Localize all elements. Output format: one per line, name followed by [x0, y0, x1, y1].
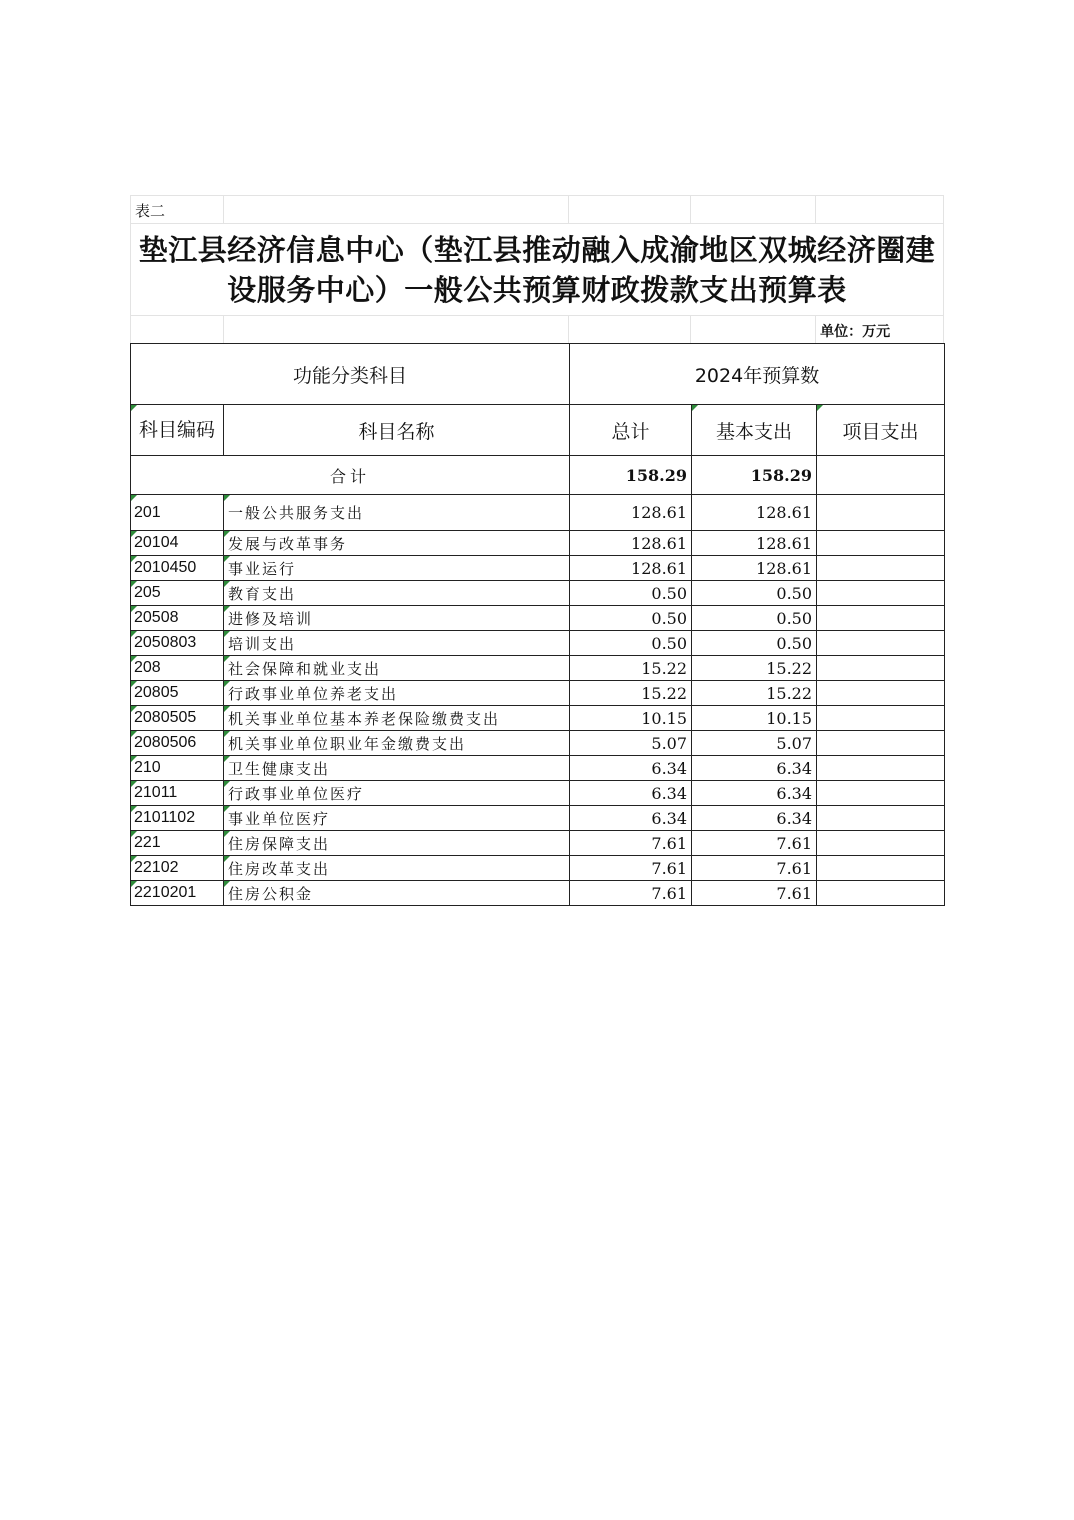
table-row [131, 706, 945, 731]
table-row [131, 656, 945, 681]
row-code: 2080506 [131, 731, 224, 756]
table-row [131, 581, 945, 606]
row-total: 15.22 [570, 656, 692, 681]
row-code: 2101102 [131, 806, 224, 831]
row-code: 205 [131, 581, 224, 606]
total-project [817, 456, 945, 495]
row-total: 5.07 [570, 731, 692, 756]
total-basic: 158.29 [692, 456, 817, 495]
row-code: 21011 [131, 781, 224, 806]
row-project [817, 495, 945, 531]
table-row [131, 731, 945, 756]
row-name: 培训支出 [224, 631, 570, 656]
row-name: 社会保障和就业支出 [224, 656, 570, 681]
row-total: 7.61 [570, 881, 692, 906]
code-header: 科目编码 [131, 405, 224, 456]
functional-category-header: 功能分类科目 [131, 344, 570, 405]
row-basic: 15.22 [692, 681, 817, 706]
row-name: 机关事业单位基本养老保险缴费支出 [224, 706, 570, 731]
row-basic: 10.15 [692, 706, 817, 731]
table-row [131, 606, 945, 631]
row-name: 住房公积金 [224, 881, 570, 906]
row-code: 2080505 [131, 706, 224, 731]
table-row [131, 556, 945, 581]
table-row [131, 495, 945, 531]
row-code: 221 [131, 831, 224, 856]
row-code: 2010450 [131, 556, 224, 581]
row-code: 22102 [131, 856, 224, 881]
header-row-1 [131, 344, 945, 405]
sheet-label: 表二 [131, 195, 224, 223]
unit-label: 单位：万元 [816, 315, 944, 343]
row-code: 20805 [131, 681, 224, 706]
row-name: 机关事业单位职业年金缴费支出 [224, 731, 570, 756]
row-total: 0.50 [570, 631, 692, 656]
row-project [817, 706, 945, 731]
table-row [131, 856, 945, 881]
row-basic: 0.50 [692, 581, 817, 606]
row-total: 0.50 [570, 581, 692, 606]
row-name: 事业运行 [224, 556, 570, 581]
row-name: 住房保障支出 [224, 831, 570, 856]
row-project [817, 856, 945, 881]
row-project [817, 831, 945, 856]
row-code: 201 [131, 495, 224, 531]
basic-header: 基本支出 [692, 405, 817, 456]
row-project [817, 631, 945, 656]
budget-table [130, 343, 945, 906]
row-total: 6.34 [570, 806, 692, 831]
row-basic: 0.50 [692, 631, 817, 656]
row-project [817, 806, 945, 831]
row-basic: 6.34 [692, 781, 817, 806]
row-basic: 7.61 [692, 881, 817, 906]
title-cell [130, 223, 944, 315]
table-row [131, 881, 945, 906]
total-label: 合计 [131, 456, 570, 495]
row-name: 事业单位医疗 [224, 806, 570, 831]
table-row [131, 831, 945, 856]
row-project [817, 656, 945, 681]
row-project [817, 556, 945, 581]
row-code: 20104 [131, 531, 224, 556]
name-header: 科目名称 [224, 405, 570, 456]
row-basic: 7.61 [692, 856, 817, 881]
row-basic: 128.61 [692, 531, 817, 556]
row-name: 进修及培训 [224, 606, 570, 631]
row-total: 7.61 [570, 831, 692, 856]
row-code: 208 [131, 656, 224, 681]
row-code: 210 [131, 756, 224, 781]
spreadsheet [130, 195, 944, 906]
row-project [817, 531, 945, 556]
table-row [131, 681, 945, 706]
row-basic: 0.50 [692, 606, 817, 631]
row-name: 住房改革支出 [224, 856, 570, 881]
row-total: 128.61 [570, 495, 692, 531]
row-project [817, 756, 945, 781]
table-row [131, 531, 945, 556]
table-row [131, 806, 945, 831]
row-code: 2050803 [131, 631, 224, 656]
row-basic: 128.61 [692, 495, 817, 531]
row-total: 128.61 [570, 556, 692, 581]
project-header: 项目支出 [817, 405, 945, 456]
row-name: 行政事业单位养老支出 [224, 681, 570, 706]
unit-row [130, 315, 944, 343]
row-basic: 6.34 [692, 806, 817, 831]
page-title: 垫江县经济信息中心（垫江县推动融入成渝地区双城经济圈建设服务中心）一般公共预算财政拨款支出预算表 [138, 232, 936, 307]
row-code: 20508 [131, 606, 224, 631]
row-name: 发展与改革事务 [224, 531, 570, 556]
label-row [130, 195, 944, 223]
row-total: 10.15 [570, 706, 692, 731]
row-name: 教育支出 [224, 581, 570, 606]
row-project [817, 731, 945, 756]
row-name: 卫生健康支出 [224, 756, 570, 781]
total-row [131, 456, 945, 495]
row-total: 15.22 [570, 681, 692, 706]
row-total: 128.61 [570, 531, 692, 556]
table-row [131, 631, 945, 656]
row-total: 6.34 [570, 781, 692, 806]
table-body [131, 495, 945, 906]
row-basic: 7.61 [692, 831, 817, 856]
header-row-2 [131, 405, 945, 456]
row-code: 2210201 [131, 881, 224, 906]
row-project [817, 781, 945, 806]
row-basic: 6.34 [692, 756, 817, 781]
total-total: 158.29 [570, 456, 692, 495]
table-row [131, 781, 945, 806]
row-project [817, 681, 945, 706]
row-basic: 15.22 [692, 656, 817, 681]
row-basic: 5.07 [692, 731, 817, 756]
row-name: 行政事业单位医疗 [224, 781, 570, 806]
row-basic: 128.61 [692, 556, 817, 581]
table-row [131, 756, 945, 781]
total-header: 总计 [570, 405, 692, 456]
row-total: 6.34 [570, 756, 692, 781]
row-total: 7.61 [570, 856, 692, 881]
row-project [817, 881, 945, 906]
budget-year-header: 2024年预算数 [570, 344, 945, 405]
row-total: 0.50 [570, 606, 692, 631]
row-name: 一般公共服务支出 [224, 495, 570, 531]
row-project [817, 581, 945, 606]
row-project [817, 606, 945, 631]
